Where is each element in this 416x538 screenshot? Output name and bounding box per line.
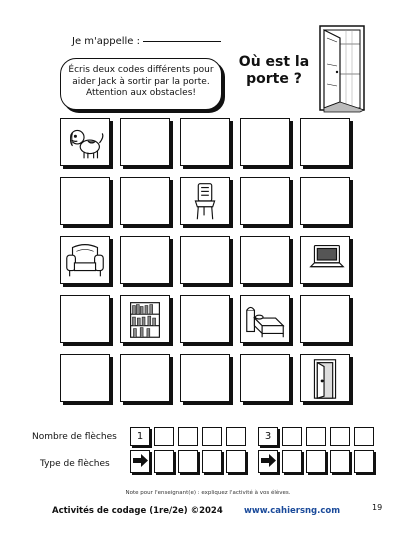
arrow-count-box[interactable]: [130, 427, 150, 446]
grid-cell-r3c1: [60, 236, 110, 284]
bed-icon: [241, 296, 289, 342]
arrow-count-box[interactable]: [258, 427, 278, 446]
arrow-count-box[interactable]: [226, 427, 246, 446]
arrow-type-label: Type de flèches: [40, 459, 110, 469]
door-icon: [301, 355, 349, 401]
arrow-count-box[interactable]: [306, 427, 326, 446]
grid-cell-r1c5: [300, 118, 350, 166]
arrow-right-icon: [133, 454, 148, 467]
arrow-type-box[interactable]: [178, 450, 198, 473]
arrow-type-box[interactable]: [154, 450, 174, 473]
grid-cell-r4c2: [120, 295, 170, 343]
teacher-note: Note pour l'enseignant(e) : expliquez l'activité à vos élèves.: [125, 490, 291, 496]
bookshelf-icon: [121, 296, 169, 342]
name-label: Je m'appelle :: [72, 36, 141, 47]
footer-title: Activités de codage (1re/2e) ©2024: [52, 506, 223, 516]
grid-cell-r3c5: [300, 236, 350, 284]
grid-cell-r2c5: [300, 177, 350, 225]
arrow-count-box[interactable]: [202, 427, 222, 446]
grid-cell-r1c3: [180, 118, 230, 166]
grid-cell-r2c2: [120, 177, 170, 225]
arrow-count-value: 1: [136, 431, 144, 442]
arrow-right-icon: [261, 454, 276, 467]
arrow-type-box[interactable]: [330, 450, 350, 473]
arrow-count-box[interactable]: [330, 427, 350, 446]
grid-cell-r5c1: [60, 354, 110, 402]
grid-cell-r5c2: [120, 354, 170, 402]
grid-cell-r3c2: [120, 236, 170, 284]
arrow-count-label: Nombre de flèches: [32, 432, 117, 442]
page-title: Où est la porte ?: [238, 54, 310, 87]
arrow-count-box[interactable]: [178, 427, 198, 446]
armchair-icon: [61, 237, 109, 283]
name-blank[interactable]: [143, 41, 221, 42]
dog-icon: [61, 119, 109, 165]
footer-url[interactable]: www.cahiersng.com: [244, 506, 341, 516]
chair-icon: [181, 178, 229, 224]
grid-cell-r5c5: [300, 354, 350, 402]
name-field[interactable]: [72, 36, 221, 47]
open-door-illustration: [316, 24, 368, 114]
grid-cell-r4c3: [180, 295, 230, 343]
grid-cell-r5c3: [180, 354, 230, 402]
laptop-icon: [301, 237, 349, 283]
arrow-type-box[interactable]: [258, 450, 278, 473]
grid-cell-r4c4: [240, 295, 290, 343]
grid-cell-r2c4: [240, 177, 290, 225]
arrow-type-box[interactable]: [306, 450, 326, 473]
arrow-type-box[interactable]: [130, 450, 150, 473]
instruction-bubble: [60, 58, 222, 110]
grid-cell-r1c2: [120, 118, 170, 166]
grid-cell-r3c4: [240, 236, 290, 284]
instruction-text: Écris deux codes différents pour aider Jack à sortir par la porte. Attention aux obstacles!: [68, 65, 214, 98]
arrow-type-box[interactable]: [202, 450, 222, 473]
grid-cell-r2c3: [180, 177, 230, 225]
grid-cell-r2c1: [60, 177, 110, 225]
grid-cell-r4c5: [300, 295, 350, 343]
grid-cell-r5c4: [240, 354, 290, 402]
page-number: 19: [372, 503, 383, 512]
grid-cell-r3c3: [180, 236, 230, 284]
arrow-count-box[interactable]: [354, 427, 374, 446]
arrow-type-box[interactable]: [226, 450, 246, 473]
arrow-count-value: 3: [264, 431, 272, 442]
grid-cell-r4c1: [60, 295, 110, 343]
grid-cell-r1c4: [240, 118, 290, 166]
arrow-type-box[interactable]: [282, 450, 302, 473]
arrow-count-box[interactable]: [154, 427, 174, 446]
grid-cell-r1c1: [60, 118, 110, 166]
arrow-type-box[interactable]: [354, 450, 374, 473]
arrow-count-box[interactable]: [282, 427, 302, 446]
